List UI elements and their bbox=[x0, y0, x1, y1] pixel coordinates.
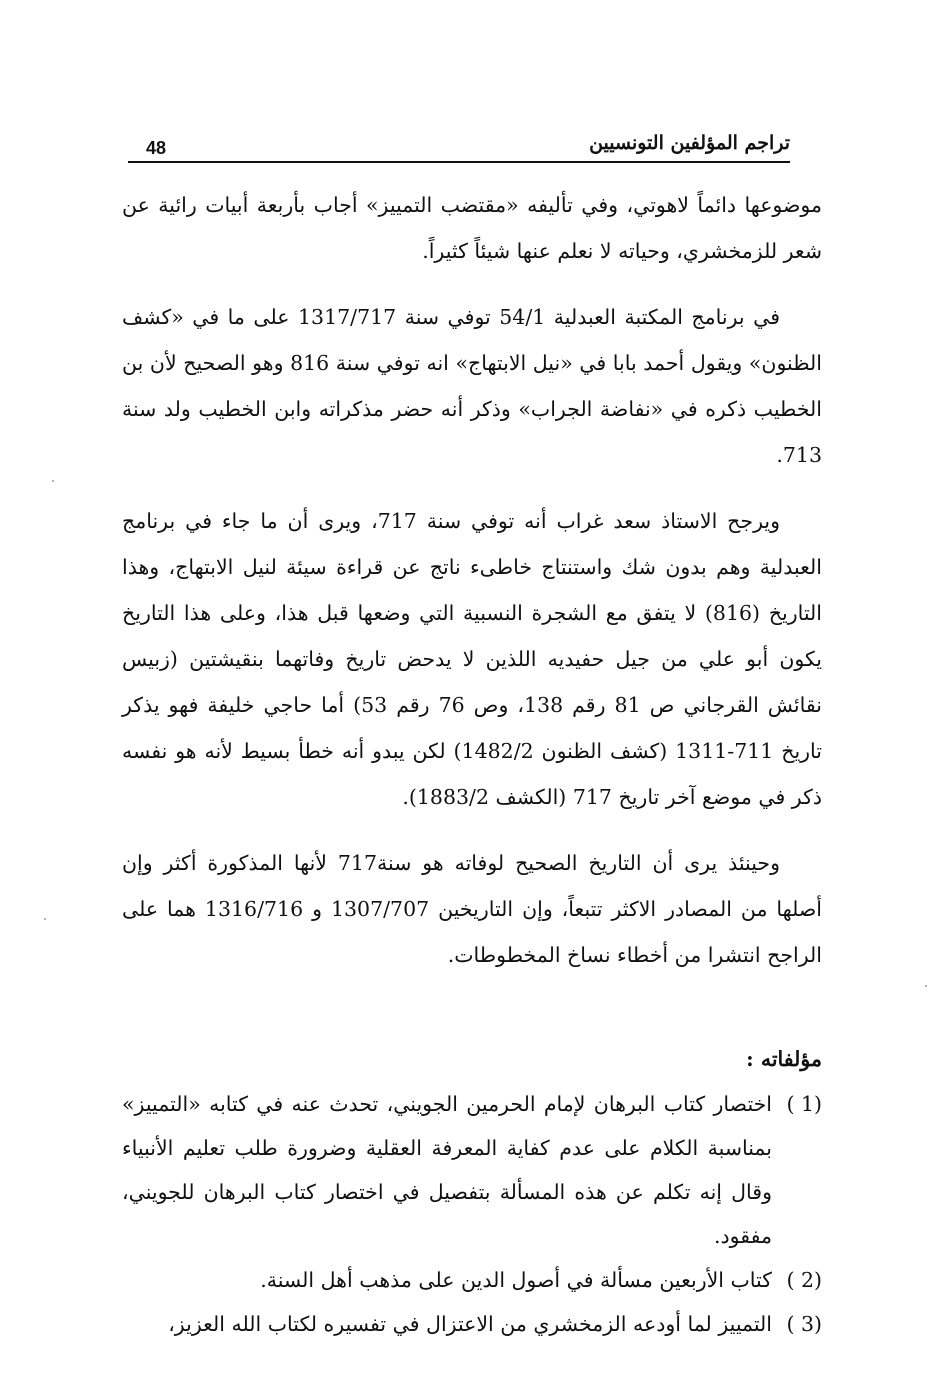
works-heading: مؤلفاته : bbox=[746, 1047, 822, 1071]
header-rule bbox=[128, 161, 790, 163]
paragraph-ghorab-opinion: ويرجح الاستاذ سعد غراب أنه توفي سنة 717، ويرى أن ما جاء في برنامج العبدلية وهم بدون شك واستنتاج خاطىء ناتج عن قراءة سيئة لنيل الابتهاج، وهذا التاريخ (816) لا يتفق مع الشجرة النسبية التي وضعها قبل هذا، وعلى هذا التاريخ يكون أبو علي من جيل حفيديه اللذين لا يدحض تاريخ وفاتهما بنقيشتين (زبيس نقائش القرجاني ص 81 رقم 138، وص 76 رقم 53) أما حاجي خليفة فهو يذكر تاريخ 711-1311 (كشف الظنون 1482/2) لكن يبدو أنه خطأ بسيط لأنه هو نفسه ذكر في موضع آخر تاريخ 717 (الكشف 1883/2). bbox=[122, 509, 823, 809]
list-item-text: التمييز لما أودعه الزمخشري من الاعتزال في تفسيره لكتاب الله العزيز، bbox=[168, 1312, 772, 1336]
list-item-number: (1 ) bbox=[786, 1092, 822, 1116]
list-item-text: كتاب الأربعين مسألة في أصول الدين على مذهب أهل السنة. bbox=[260, 1268, 772, 1292]
scan-speck bbox=[925, 985, 927, 987]
list-item bbox=[122, 1082, 822, 1258]
list-item-text: اختصار كتاب البرهان لإمام الحرمين الجويني، تحدث عنه في كتابه «التمييز» بمناسبة الكلام على عدم كفاية المعرفة العقلية وضرورة طلب تعليم الأنبياء وقال إنه تكلم عن هذه المسألة بتفصيل في اختصار كتاب البرهان للجويني، مفقود. bbox=[122, 1092, 772, 1248]
running-head: تراجم المؤلفين التونسيين bbox=[589, 132, 790, 154]
paragraph-conclusion: وحينئذ يرى أن التاريخ الصحيح لوفاته هو سنة717 لأنها المذكورة أكثر وإن أصلها من المصادر الاكثر تتبعاً، وإن التاريخين 1307/707 و 1316/716 هما على الراجح انتشرا من أخطاء نساخ المخطوطات. bbox=[122, 851, 822, 967]
paragraph-death-date-sources: في برنامج المكتبة العبدلية 54/1 توفي سنة 1317/717 على ما في «كشف الظنون» ويقول أحمد بابا في «نيل الابتهاج» انه توفي سنة 816 وهو الصحيح لأن بن الخطيب ذكره في «نفاضة الجراب» وذكر أنه حضر مذكراته وابن الخطيب ولد سنة 713. bbox=[122, 305, 822, 467]
page-number: 48 bbox=[146, 138, 167, 158]
paragraph-continuation: موضوعها دائماً لاهوتي، وفي تأليفه «مقتضب التمييز» أجاب بأربعة أبيات رائية عن شعر للزمخشري، وحياته لا نعلم عنها شيئاً كثيراً. bbox=[122, 193, 822, 263]
list-item-number: (2 ) bbox=[786, 1268, 822, 1292]
works-list bbox=[122, 1082, 822, 1346]
scan-speck bbox=[44, 918, 46, 920]
list-item-number: (3 ) bbox=[786, 1312, 822, 1336]
list-item bbox=[122, 1258, 822, 1302]
scan-speck bbox=[52, 480, 54, 482]
page-header bbox=[128, 128, 790, 160]
body-text bbox=[122, 182, 822, 1346]
list-item bbox=[122, 1302, 822, 1346]
